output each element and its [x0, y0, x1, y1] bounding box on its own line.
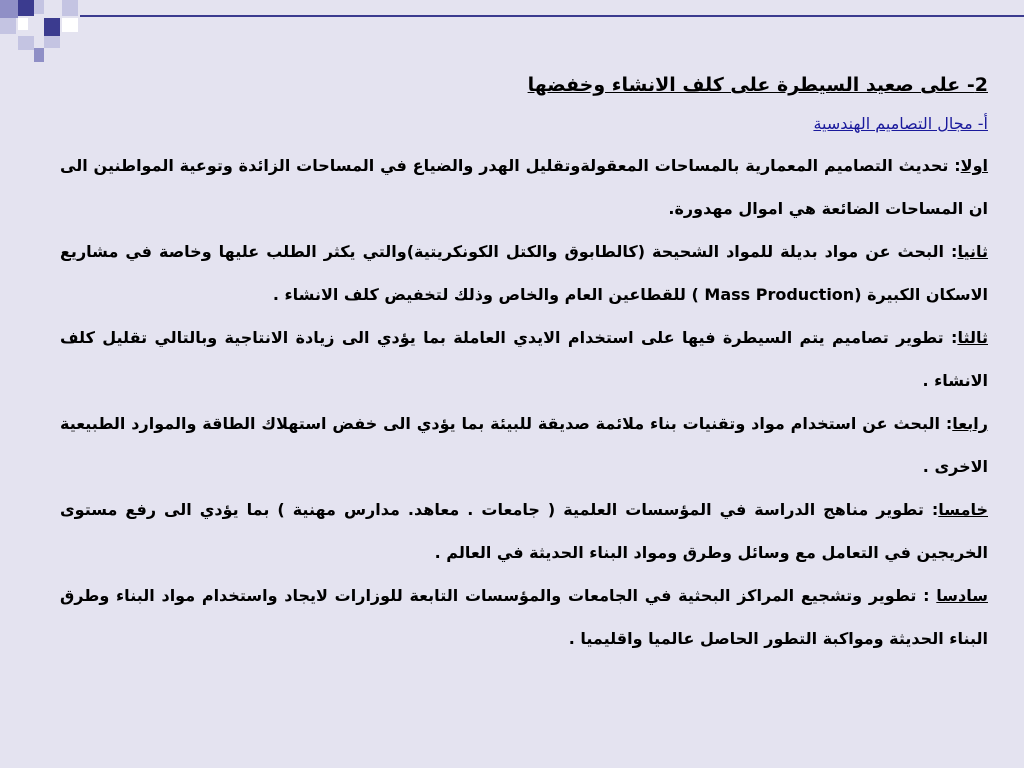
paragraph-third	[60, 316, 988, 402]
deco-square	[34, 0, 44, 14]
paragraph-lead: ثانيا	[957, 242, 989, 261]
corner-decoration	[0, 0, 80, 64]
paragraph-text: تحديث التصاميم المعمارية بالمساحات المعقولةوتقليل الهدر والضياع في المساحات الزائدة وتوعية المواطنين الى ان المساحات الضائعة هي اموال مهدورة.	[60, 156, 988, 218]
deco-square	[62, 0, 78, 16]
paragraph-text: البحث عن مواد بديلة للمواد الشحيحة (كالطابوق والكتل الكونكريتية)والتي يكثر الطلب عليها وخاصة في مشاريع الاسكان الكبيرة (Mass Production ) للقطاعين العام والخاص وذلك لتخفيض كلف الانشاء .	[60, 242, 988, 304]
paragraph-lead: ثالثا	[957, 328, 988, 347]
deco-square	[44, 18, 60, 36]
paragraph-second	[60, 230, 988, 316]
paragraph-lead: اولا	[960, 156, 989, 175]
paragraph-text: تطوير مناهج الدراسة في المؤسسات العلمية ( جامعات . معاهد. مدارس مهنية ) بما يؤدي الى رفع مستوى الخريجين في التعامل مع وسائل وطرق ومواد البناء الحديثة في العالم .	[60, 500, 988, 562]
paragraph-fifth	[60, 488, 988, 574]
paragraph-lead: رابعا	[952, 414, 988, 433]
deco-square	[18, 0, 34, 16]
paragraph-separator: :	[948, 156, 961, 175]
paragraph-text: تطوير وتشجيع المراكز البحثية في الجامعات والمؤسسات التابعة للوزارات لايجاد واستخدام مواد البناء وطرق البناء الحديثة ومواكبة التطور الحاصل عالميا واقليميا .	[60, 586, 988, 648]
deco-square	[0, 0, 18, 18]
slide-content	[60, 62, 988, 660]
paragraph-separator: :	[939, 414, 953, 433]
paragraph-separator: :	[944, 242, 958, 261]
section-subheading: أ- مجال التصاميم الهندسية	[813, 114, 988, 133]
deco-square	[18, 36, 34, 50]
paragraph-lead: خامسا	[938, 500, 989, 519]
deco-square	[0, 18, 16, 34]
paragraph-fourth	[60, 402, 988, 488]
paragraph-first	[60, 144, 988, 230]
deco-square	[34, 48, 44, 62]
deco-square	[44, 36, 60, 48]
deco-square	[62, 18, 78, 32]
paragraph-text: البحث عن استخدام مواد وتقنيات بناء ملائمة صديقة للبيئة بما يؤدي الى خفض استهلاك الطاقة والموارد الطبيعية الاخرى .	[60, 414, 988, 476]
paragraph-sixth	[60, 574, 988, 660]
slide-heading: 2- على صعيد السيطرة على كلف الانشاء وخفضها	[527, 74, 988, 96]
paragraph-separator: :	[943, 328, 958, 347]
deco-square	[18, 18, 28, 30]
paragraph-lead: سادسا	[936, 586, 988, 605]
paragraph-separator: :	[916, 586, 937, 605]
top-rule	[80, 15, 1024, 17]
paragraph-separator: :	[923, 500, 939, 519]
paragraph-text: تطوير تصاميم يتم السيطرة فيها على استخدام الايدي العاملة بما يؤدي الى زيادة الانتاجية وبالتالي تقليل كلف الانشاء .	[60, 328, 988, 390]
